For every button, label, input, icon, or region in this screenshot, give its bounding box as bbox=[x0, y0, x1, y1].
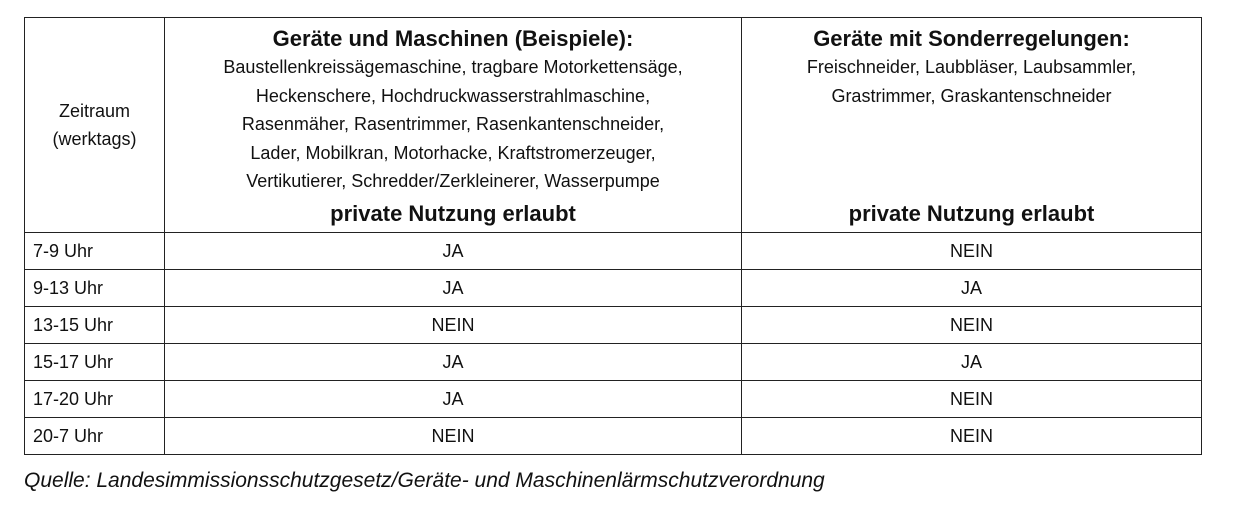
period-column-header bbox=[25, 18, 165, 233]
special-allowed-cell: NEIN bbox=[742, 418, 1202, 455]
table-row bbox=[25, 270, 1202, 307]
noise-schedule-table bbox=[24, 17, 1202, 455]
general-usage-label: private Nutzung erlaubt bbox=[330, 201, 576, 226]
period-cell: 9-13 Uhr bbox=[25, 270, 165, 307]
device-list-line: Freischneider, Laubbläser, Laubsammler, bbox=[806, 57, 1137, 77]
special-allowed-cell: JA bbox=[742, 344, 1202, 381]
table-row bbox=[25, 418, 1202, 455]
general-devices-title: Geräte und Maschinen (Beispiele): bbox=[272, 26, 634, 51]
general-allowed-cell: JA bbox=[165, 381, 742, 418]
table-row bbox=[25, 344, 1202, 381]
device-list-line: Vertikutierer, Schredder/Zerkleinerer, Wasserpumpe bbox=[246, 171, 660, 191]
table-header-row bbox=[25, 18, 1202, 233]
device-list-line: Heckenschere, Hochdruckwasserstrahlmaschine, bbox=[255, 85, 651, 106]
table-row bbox=[25, 233, 1202, 270]
special-devices-header bbox=[742, 18, 1202, 233]
general-allowed-cell: NEIN bbox=[165, 307, 742, 344]
period-header-line: Zeitraum bbox=[58, 101, 130, 121]
period-header-line: (werktags) bbox=[52, 129, 137, 149]
general-allowed-cell: JA bbox=[165, 233, 742, 270]
general-allowed-cell: NEIN bbox=[165, 418, 742, 455]
period-cell: 15-17 Uhr bbox=[25, 344, 165, 381]
period-cell: 20-7 Uhr bbox=[25, 418, 165, 455]
general-allowed-cell: JA bbox=[165, 344, 742, 381]
device-list-line: Rasenmäher, Rasentrimmer, Rasenkantenschneider, bbox=[241, 114, 665, 134]
table-row bbox=[25, 307, 1202, 344]
special-allowed-cell: JA bbox=[742, 270, 1202, 307]
general-devices-header bbox=[165, 18, 742, 233]
special-devices-title: Geräte mit Sonderregelungen: bbox=[813, 26, 1130, 51]
special-allowed-cell: NEIN bbox=[742, 381, 1202, 418]
special-allowed-cell: NEIN bbox=[742, 307, 1202, 344]
general-allowed-cell: JA bbox=[165, 270, 742, 307]
device-list-line: Lader, Mobilkran, Motorhacke, Kraftstromerzeuger, bbox=[250, 142, 656, 163]
period-cell: 7-9 Uhr bbox=[25, 233, 165, 270]
special-usage-label: private Nutzung erlaubt bbox=[848, 201, 1095, 226]
period-cell: 13-15 Uhr bbox=[25, 307, 165, 344]
period-cell: 17-20 Uhr bbox=[25, 381, 165, 418]
table-row bbox=[25, 381, 1202, 418]
special-allowed-cell: NEIN bbox=[742, 233, 1202, 270]
device-list-line: Baustellenkreissägemaschine, tragbare Motorkettensäge, bbox=[223, 57, 683, 77]
source-citation: Quelle: Landesimmissionsschutzgesetz/Geräte- und Maschinenlärmschutzverordnung bbox=[24, 469, 825, 492]
device-list-line: Grastrimmer, Graskantenschneider bbox=[831, 85, 1112, 106]
